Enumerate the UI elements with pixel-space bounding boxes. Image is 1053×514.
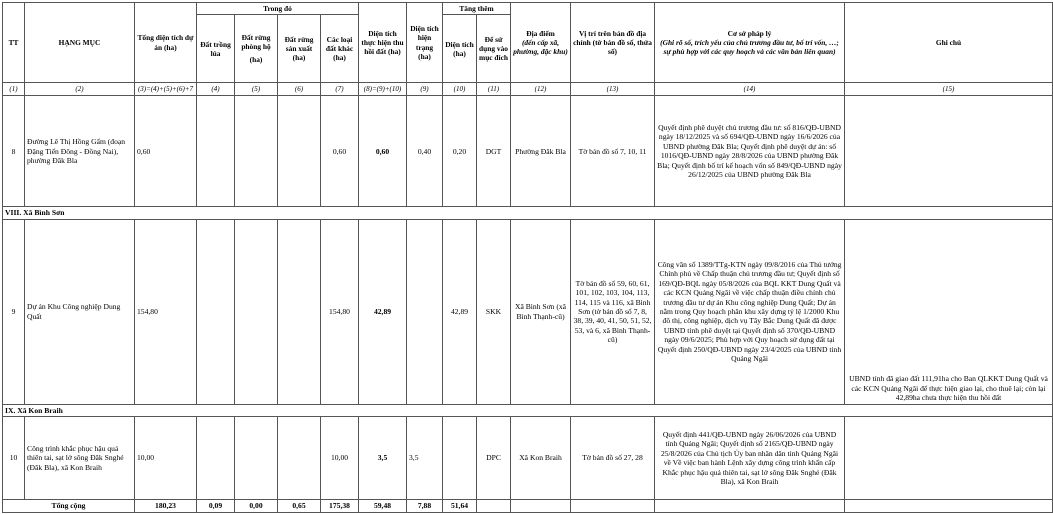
- table-row: [3, 96, 1053, 207]
- cell-tt: 8: [3, 96, 25, 207]
- header-dia-diem-title: Địa điểm: [526, 28, 555, 38]
- total-san-xuat: 0,65: [278, 500, 321, 513]
- section-title-kon-braih: IX. Xã Kon Braih: [3, 404, 1053, 416]
- total-thu-hoi: 59,48: [359, 500, 407, 513]
- cell-muc-dich: SKK: [477, 219, 511, 404]
- header-vi-tri: Vị trí trên bản đồ địa chính (tờ bản đồ số, thửa số): [571, 3, 655, 83]
- cell-vi-tri: Tờ bản đồ số 59, 60, 61, 101, 102, 103, 104, 113, 114, 115 và 116, xã Bình Sơn (tờ bản đồ số 7, 8, 38, 39, 40, 41, 50, 51, 52, 53, và 6, xã Bình Thạnh-cũ): [571, 219, 655, 404]
- column-number: (12): [511, 83, 571, 96]
- column-number-row: [3, 83, 1053, 96]
- total-empty: [511, 500, 571, 513]
- cell-phap-ly: Quyết định phê duyệt chủ trương đầu tư: số 816/QĐ-UBND ngày 18/12/2025 và số 694/QĐ-UBND ngày 16/6/2026 của UBND phường Đăk Bla; Quyết định phê duyệt dự án: số 1016/QĐ-UBND ngày 28/8/2026 của UBND phường Đăk Bla; Quyết định bố trí kế hoạch vốn số 849/QĐ-UBND ngày 26/12/2025 của UBND phường Đăk Bla: [655, 96, 845, 207]
- total-empty: [655, 500, 845, 513]
- total-label: Tổng cộng: [3, 500, 135, 513]
- cell-khac: 154,80: [321, 219, 359, 404]
- header-ghi-chu: Ghi chú: [845, 3, 1053, 83]
- cell-hang-muc: Công trình khắc phục hậu quả thiên tai, sạt lở sông Đăk Snghé (Đăk Bla), xã Kon Braih: [25, 417, 135, 500]
- cell-hien-trang: 0,40: [407, 96, 443, 207]
- cell-lua: [197, 96, 235, 207]
- cell-tang-them: 42,89: [443, 219, 477, 404]
- header-dat-rung-san-xuat: Đất rừng sản xuất (ha): [278, 15, 321, 83]
- total-hien-trang: 7,88: [407, 500, 443, 513]
- cell-dia-diem: Phường Đăk Bla: [511, 96, 571, 207]
- header-dat-rung-phong-ho: [235, 15, 278, 83]
- cell-dia-diem: Xã Kon Braih: [511, 417, 571, 500]
- column-number: (5): [235, 83, 278, 96]
- header-co-so-phap-ly-title: Cơ sở pháp lý: [727, 28, 772, 38]
- table-row: [3, 219, 1053, 404]
- header-co-so-phap-ly: [655, 3, 845, 83]
- cell-lua: [197, 417, 235, 500]
- section-row: [3, 207, 1053, 219]
- column-number: (1): [3, 83, 25, 96]
- cell-dia-diem: Xã Bình Sơn (xã Bình Thạnh-cũ): [511, 219, 571, 404]
- header-hang-muc: HẠNG MỤC: [25, 3, 135, 83]
- cell-san-xuat: [278, 219, 321, 404]
- column-number: (15): [845, 83, 1053, 96]
- column-number: (3)=(4)+(5)+(6)+7: [135, 83, 197, 96]
- column-number: (8)=(9)+(10): [359, 83, 407, 96]
- cell-ghi-chu: [845, 96, 1053, 207]
- cell-khac: 10,00: [321, 417, 359, 500]
- header-dat-trong-lua: Đất trồng lúa: [197, 15, 235, 83]
- header-dien-tich-hien-trang: Diện tích hiện trạng (ha): [407, 3, 443, 83]
- cell-ghi-chu: [845, 417, 1053, 500]
- header-tang-them-dien-tich: Diện tích (ha): [443, 15, 477, 83]
- header-tang-them: Tăng thêm: [443, 3, 511, 15]
- header-co-so-phap-ly-note: (Ghi rõ số, trích yếu của chủ trương đầu tư, bố trí vốn, …; sự phù hợp với các quy hoạch và các văn bản liên quan): [660, 38, 839, 57]
- land-recovery-table: [2, 2, 1053, 513]
- table-row: [3, 417, 1053, 500]
- cell-tong: 0,60: [135, 96, 197, 207]
- cell-ghi-chu: UBND tỉnh đã giao đất 111,91ha cho Ban QLKKT Dung Quất và các KCN Quảng Ngãi để thực hiện giao lại, cho thuê lại; còn lại 42,89ha chưa thực hiện thu hồi đất: [845, 219, 1053, 404]
- header-dat-rung-phong-ho-unit: (ha): [249, 55, 263, 65]
- total-tang-them: 51,64: [443, 500, 477, 513]
- cell-phap-ly: Quyết định 441/QĐ-UBND ngày 26/06/2026 của UBND tỉnh Quảng Ngãi; Quyết định số 2165/QĐ-UBND ngày 25/8/2026 của Chủ tịch Ủy ban nhân dân tỉnh Quảng Ngãi về Về việc ban hành Lệnh xây dựng công trình khẩn cấp Khắc phục hậu quả thiên tai, sạt lở sông Đăk Snghé (Đăk Bla), xã Kon Braih: [655, 417, 845, 500]
- cell-vi-tri: Tờ bản đồ số 27, 28: [571, 417, 655, 500]
- column-number: (14): [655, 83, 845, 96]
- column-number: (7): [321, 83, 359, 96]
- column-number: (10): [443, 83, 477, 96]
- cell-muc-dich: DGT: [477, 96, 511, 207]
- column-number: (4): [197, 83, 235, 96]
- total-empty: [571, 500, 655, 513]
- cell-san-xuat: [278, 417, 321, 500]
- total-row: [3, 500, 1053, 513]
- total-empty: [477, 500, 511, 513]
- column-number: (6): [278, 83, 321, 96]
- column-number: (11): [477, 83, 511, 96]
- header-trong-do: Trong đó: [197, 3, 359, 15]
- total-tong: 180,23: [135, 500, 197, 513]
- column-number: (9): [407, 83, 443, 96]
- column-number: (2): [25, 83, 135, 96]
- cell-muc-dich: DPC: [477, 417, 511, 500]
- header-dien-tich-thu-hoi: Diện tích thực hiện thu hồi đất (ha): [359, 3, 407, 83]
- cell-tong: 154,80: [135, 219, 197, 404]
- cell-tt: 10: [3, 417, 25, 500]
- header-dia-diem: [511, 3, 571, 83]
- cell-vi-tri: Tờ bản đồ số 7, 10, 11: [571, 96, 655, 207]
- header-dat-rung-phong-ho-title: Đất rừng phòng hộ: [241, 32, 271, 52]
- cell-tang-them: [443, 417, 477, 500]
- cell-phap-ly: Công văn số 1389/TTg-KTN ngày 09/8/2016 của Thủ tướng Chính phủ về Chấp thuận chủ trương đầu tư; Quyết định số 169/QĐ-BQL ngày 05/8/2026 của BQL KKT Dung Quất và các KCN Quảng Ngãi về việc chấp thuận điều chỉnh chủ trương đầu tư dự án Khu công nghiệp Dung Quất; Dự án nằm trong Quy hoạch phân khu xây dựng tỷ lệ 1/2000 Khu đô thị, công nghiệp, dịch vụ Tây Bắc Dung Quất đã được UBND tỉnh phê duyệt tại Quyết định số 370/QĐ-UBND ngày 09/6/2025; Phù hợp với Quy hoạch sử dụng đất tại Quyết định 250/QĐ-UBND ngày 23/4/2025 của UBND tỉnh Quảng Ngãi: [655, 219, 845, 404]
- cell-thu-hoi: 42,89: [359, 219, 407, 404]
- header-dia-diem-note: (đến cấp xã, phường, đặc khu): [513, 38, 568, 57]
- column-number: (13): [571, 83, 655, 96]
- cell-phong-ho: [235, 219, 278, 404]
- section-row: [3, 404, 1053, 416]
- cell-thu-hoi: 0,60: [359, 96, 407, 207]
- section-title-binh-son: VIII. Xã Bình Sơn: [3, 207, 1053, 219]
- cell-phong-ho: [235, 96, 278, 207]
- total-khac: 175,38: [321, 500, 359, 513]
- total-empty: [845, 500, 1053, 513]
- header-de-su-dung: Để sử dụng vào mục đích: [477, 15, 511, 83]
- total-lua: 0,09: [197, 500, 235, 513]
- cell-hang-muc: Đường Lê Thị Hồng Gấm (đoạn Đặng Tiến Đông - Đồng Nai), phường Đăk Bla: [25, 96, 135, 207]
- cell-thu-hoi: 3,5: [359, 417, 407, 500]
- cell-phong-ho: [235, 417, 278, 500]
- cell-lua: [197, 219, 235, 404]
- cell-san-xuat: [278, 96, 321, 207]
- cell-tt: 9: [3, 219, 25, 404]
- cell-hien-trang: 3,5: [407, 417, 443, 500]
- header-tong-dien-tich: Tổng diện tích dự án (ha): [135, 3, 197, 83]
- cell-tang-them: 0,20: [443, 96, 477, 207]
- header-cac-loai-dat-khac: Các loại đất khác (ha): [321, 15, 359, 83]
- cell-khac: 0,60: [321, 96, 359, 207]
- header-tt: TT: [3, 3, 25, 83]
- cell-hang-muc: Dự án Khu Công nghiệp Dung Quất: [25, 219, 135, 404]
- total-phong-ho: 0,00: [235, 500, 278, 513]
- cell-hien-trang: [407, 219, 443, 404]
- cell-tong: 10,00: [135, 417, 197, 500]
